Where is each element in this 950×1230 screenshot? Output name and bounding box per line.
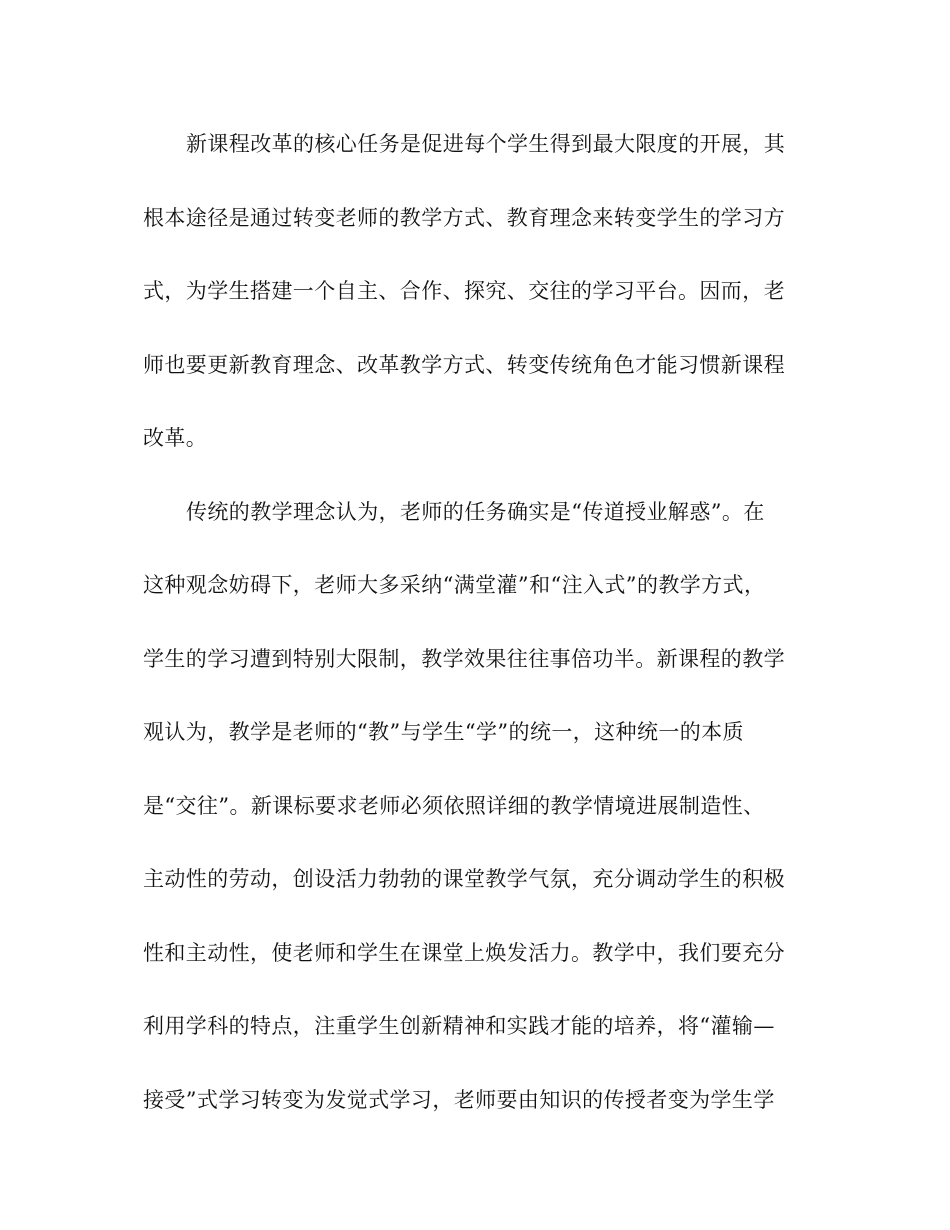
paragraph-1-line-4: 师也要更新教育理念、改革教学方式、转变传统角色才能习惯新课程 (143, 352, 785, 377)
paragraph-2-line-1: 传统的教学理念认为，老师的任务确实是“传道授业解惑”。在 (186, 499, 765, 524)
paragraph-2-line-3: 学生的学习遭到特别大限制，教学效果往往事倍功半。新课程的教学 (143, 646, 785, 671)
paragraph-2-line-8: 利用学科的特点，注重学生创新精神和实践才能的培养，将“灌输— (143, 1014, 775, 1038)
paragraph-1-line-3: 式，为学生搭建一个自主、合作、探究、交往的学习平台。因而，老 (143, 279, 785, 303)
document-body (143, 108, 803, 1137)
paragraph-2-line-4: 观认为，教学是老师的“教”与学生“学”的统一，这种统一的本质 (143, 720, 744, 744)
paragraph-2-line-5: 是“交往”。新课标要求老师必须依照详细的教学情境进展制造性、 (143, 793, 765, 818)
paragraph-2-line-6: 主动性的劳动，创设活力勃勃的课堂教学气氛，充分调动学生的积极 (143, 867, 785, 891)
paragraph-2-line-7: 性和主动性，使老师和学生在课堂上焕发活力。教学中，我们要充分 (143, 940, 785, 965)
paragraph-2-line-9: 接受”式学习转变为发觉式学习，老师要由知识的传授者变为学生学 (143, 1087, 775, 1112)
paragraph-1-line-2: 根本途径是通过转变老师的教学方式、教育理念来转变学生的学习方 (143, 205, 785, 230)
paragraph-1-line-1: 新课程改革的核心任务是促进每个学生得到最大限度的开展，其 (186, 132, 786, 156)
paragraph-2-line-2: 这种观念妨碍下，老师大多采纳“满堂灌”和“注入式”的教学方式， (143, 573, 766, 597)
paragraph-1-line-5: 改革。 (143, 426, 208, 450)
